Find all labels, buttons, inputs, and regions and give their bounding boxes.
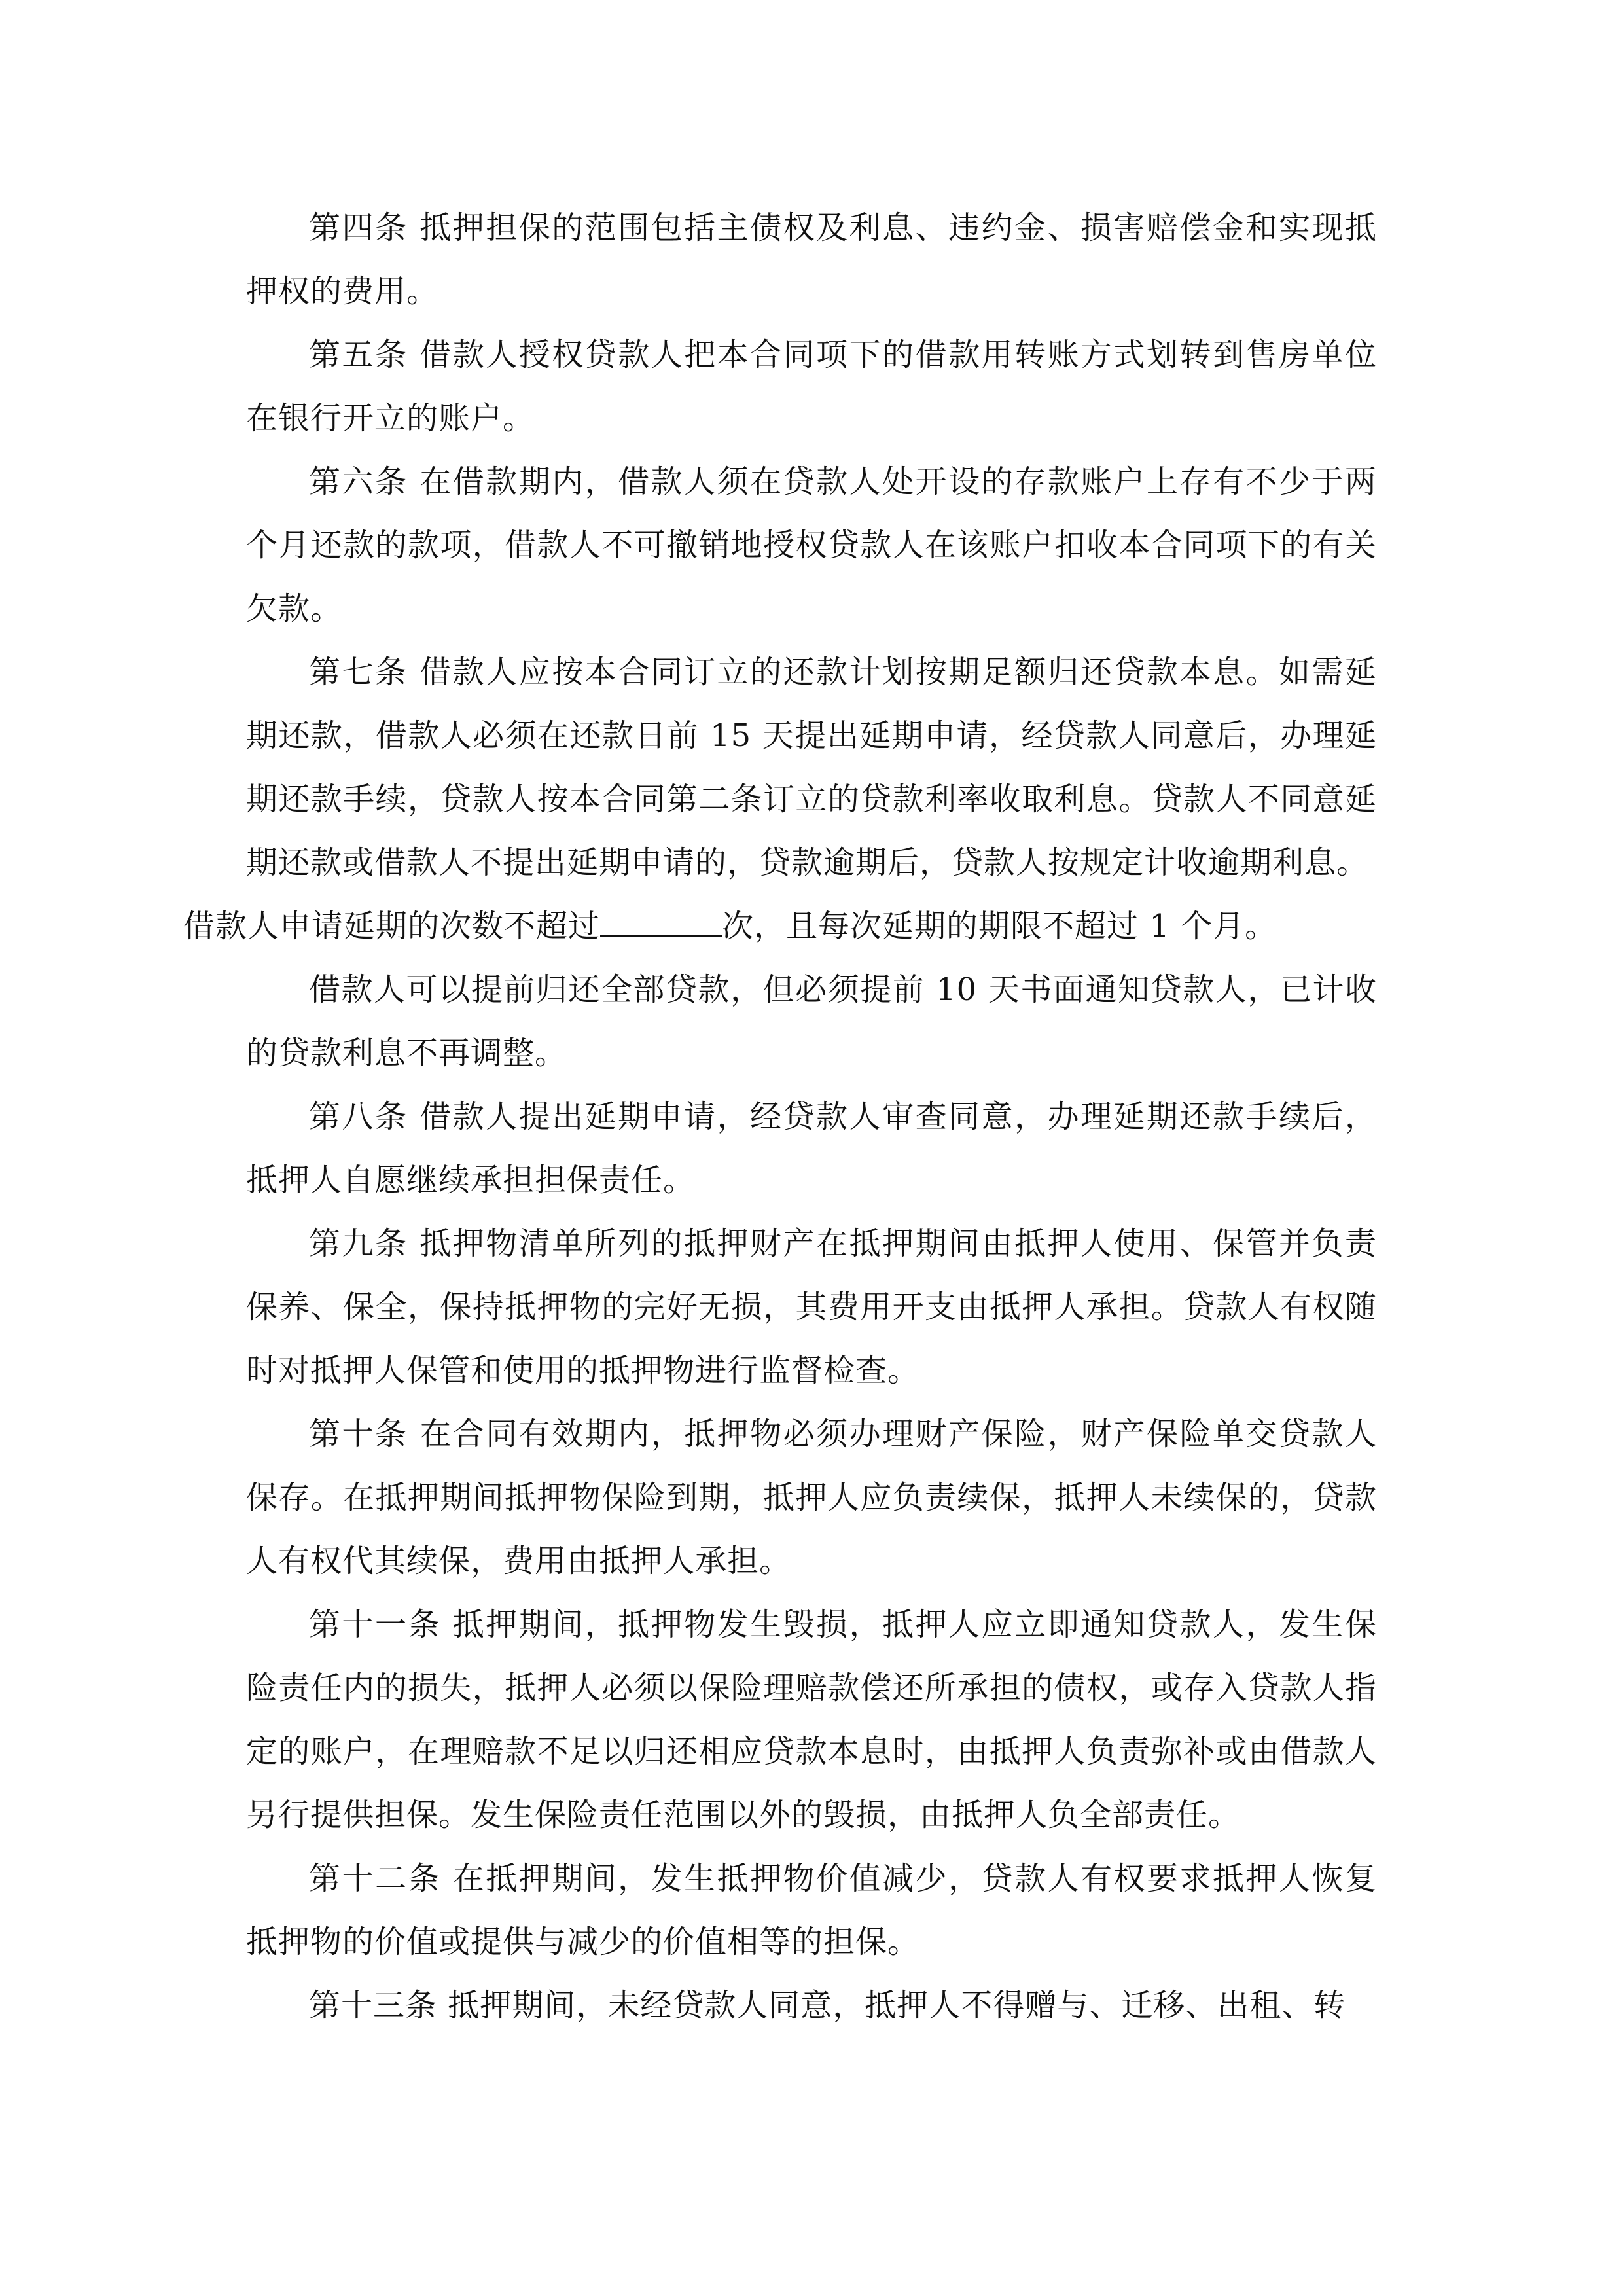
article-7-prepayment: 借款人可以提前归还全部贷款，但必须提前 10 天书面通知贷款人，已计收的贷款利息不再调整。 [246,971,1377,1071]
document-body [183,196,1377,2037]
article-10: 第十条 在合同有效期内，抵押物必须办理财产保险，财产保险单交贷款人保存。在抵押期间抵押物保险到期，抵押人应负责续保，抵押人未续保的，贷款人有权代其续保，费用由抵押人承担。 [246,1416,1377,1579]
article-9: 第九条 抵押物清单所列的抵押财产在抵押期间由抵押人使用、保管并负责保养、保全，保持抵押物的完好无损，其费用开支由抵押人承担。贷款人有权随时对抵押人保管和使用的抵押物进行监督检查。 [246,1225,1377,1389]
article-11: 第十一条 抵押期间，抵押物发生毁损，抵押人应立即通知贷款人，发生保险责任内的损失，抵押人必须以保险理赔款偿还所承担的债权，或存入贷款人指定的账户，在理赔款不足以归还相应贷款本息时，由抵押人负责弥补或由借款人另行提供担保。发生保险责任范围以外的毁损，由抵押人负全部责任。 [246,1606,1377,1833]
article-7-limit-suffix: 次，且每次延期的期限不超过 1 个月。 [722,908,1277,944]
article-6: 第六条 在借款期内，借款人须在贷款人处开设的存款账户上存有不少于两个月还款的款项，借款人不可撤销地授权贷款人在该账户扣收本合同项下的有关欠款。 [246,463,1377,627]
article-7-text: 第七条 借款人应按本合同订立的还款计划按期足额归还贷款本息。如需延期还款，借款人必须在还款日前 15 天提出延期申请，经贷款人同意后，办理延期还款手续，贷款人按本合同第二条订立的贷款利率收取利息。贷款人不同意延期还款或借款人不提出延期申请的，贷款逾期后，贷款人按规定计收逾期利息。 [246,654,1377,881]
article-13: 第十三条 抵押期间，未经贷款人同意，抵押人不得赠与、迁移、出租、转 [309,1987,1346,2024]
article-7-limit-prefix: 借款人申请延期的次数不超过 [183,908,601,944]
article-12: 第十二条 在抵押期间，发生抵押物价值减少，贷款人有权要求抵押人恢复抵押物的价值或提供与减少的价值相等的担保。 [246,1860,1377,1960]
article-4: 第四条 抵押担保的范围包括主债权及利息、违约金、损害赔偿金和实现抵押权的费用。 [246,209,1377,310]
article-5: 第五条 借款人授权贷款人把本合同项下的借款用转账方式划转到售房单位在银行开立的账户。 [246,336,1377,437]
article-7 [183,641,1377,958]
article-8: 第八条 借款人提出延期申请，经贷款人审查同意，办理延期还款手续后，抵押人自愿继续承担担保责任。 [246,1098,1377,1198]
fill-in-blank-extension-count[interactable] [600,909,722,937]
